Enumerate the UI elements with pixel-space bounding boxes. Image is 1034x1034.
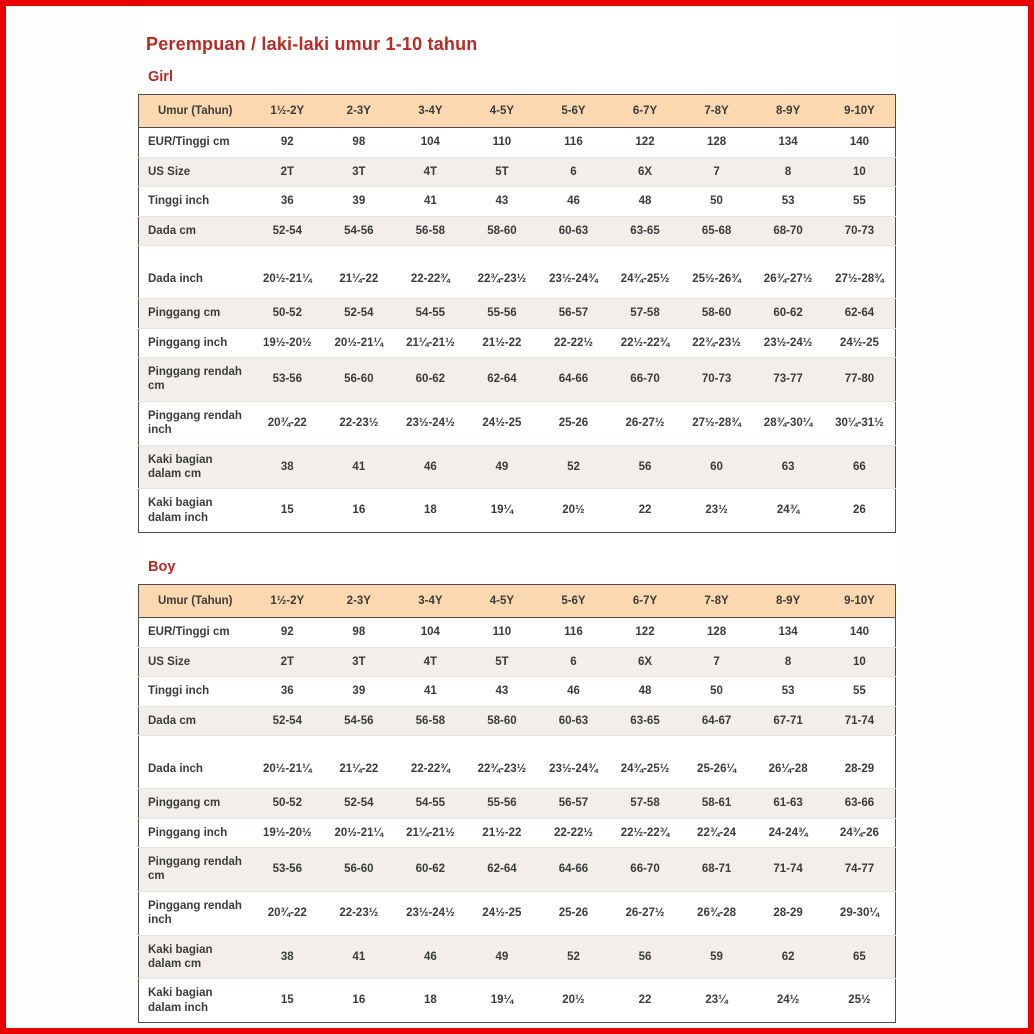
table-row — [139, 818, 896, 847]
table-cell: 22¾-23½ — [692, 336, 741, 349]
table-cell: 110 — [492, 626, 512, 639]
table-cell: 23¼ — [705, 994, 728, 1007]
age-value-header: 1½-2Y — [252, 95, 324, 128]
table-row — [139, 891, 896, 935]
table-cell: 19½-20½ — [262, 826, 312, 839]
table-cell: 2T — [280, 165, 294, 178]
table-cell: 50-52 — [272, 797, 302, 810]
table-cell: 24-24¾ — [768, 826, 808, 839]
table-cell: 18 — [423, 994, 437, 1007]
row-label: Dada cm — [148, 714, 196, 727]
table-cell: 116 — [564, 136, 583, 149]
table-cell: 53 — [781, 685, 795, 698]
table-cell: 49 — [495, 460, 509, 473]
row-label: Pinggang cm — [148, 797, 221, 810]
table-cell: 6X — [637, 655, 653, 668]
row-label: Pinggang rendah inch — [148, 409, 242, 437]
row-label: Kaki bagian dalam cm — [148, 943, 213, 970]
row-label: Kaki bagian dalam cm — [148, 453, 213, 480]
age-value-header: 6-7Y — [609, 585, 681, 618]
table-cell: 98 — [352, 626, 366, 639]
table-cell: 55 — [853, 685, 866, 698]
table-cell: 5T — [495, 165, 509, 178]
table-cell: 2T — [280, 655, 294, 668]
table-cell: 24½-25 — [482, 416, 522, 429]
table-cell: 46 — [567, 685, 580, 698]
table-cell: 23½-24¾ — [549, 762, 598, 775]
age-value-header: 2-3Y — [323, 585, 395, 618]
table-row — [139, 647, 896, 676]
table-cell: 110 — [492, 136, 512, 149]
table-cell: 8 — [784, 655, 792, 668]
age-value-header: 8-9Y — [752, 95, 824, 128]
table-cell: 62-64 — [487, 373, 517, 386]
table-cell: 57-58 — [630, 797, 660, 810]
table-cell: 22 — [638, 994, 652, 1007]
table-cell: 21¼-22 — [339, 762, 379, 775]
table-cell: 20½ — [562, 504, 585, 517]
age-value-header: 9-10Y — [824, 95, 896, 128]
table-cell: 58-60 — [487, 714, 517, 727]
table-cell: 116 — [564, 626, 583, 639]
table-cell: 26¼-28 — [768, 762, 808, 775]
age-value-header: 9-10Y — [824, 585, 896, 618]
age-value-header: 5-6Y — [538, 95, 610, 128]
table-cell: 39 — [352, 195, 366, 208]
table-cell: 24¾-25½ — [620, 272, 670, 285]
table-cell: 73-77 — [773, 373, 803, 386]
row-label: Pinggang rendah inch — [148, 899, 242, 927]
table-cell: 24¾ — [776, 504, 800, 517]
table-cell: 50 — [710, 195, 723, 208]
table-cell: 71-74 — [844, 714, 875, 727]
table-cell: 52-54 — [344, 797, 374, 810]
row-label: US Size — [148, 655, 191, 668]
table-cell: 36 — [280, 195, 294, 208]
table-cell: 66-70 — [630, 373, 660, 386]
table-cell: 41 — [352, 460, 366, 473]
table-cell: 6 — [570, 655, 577, 668]
table-cell: 20½ — [562, 994, 585, 1007]
table-cell: 25½-26¾ — [692, 272, 741, 285]
table-cell: 29-30¼ — [839, 906, 879, 919]
table-cell: 10 — [853, 165, 866, 178]
table-cell: 23½ — [705, 504, 728, 517]
table-cell: 52 — [567, 950, 580, 963]
table-cell: 92 — [280, 136, 294, 149]
table-cell: 28-29 — [773, 906, 803, 919]
table-cell: 48 — [638, 685, 652, 698]
table-cell: 27½-28¾ — [835, 272, 884, 285]
table-cell: 26¾-28 — [697, 906, 737, 919]
table-cell: 23½-24½ — [406, 416, 455, 429]
age-value-header: 4-5Y — [466, 585, 538, 618]
table-cell: 22-22¾ — [410, 762, 450, 775]
table-cell: 63-65 — [630, 714, 660, 727]
table-row — [139, 299, 896, 328]
table-cell: 134 — [778, 136, 798, 149]
table-cell: 52 — [567, 460, 580, 473]
table-cell: 28¾-30¼ — [763, 416, 813, 429]
table-cell: 60-62 — [773, 307, 803, 320]
table-cell: 6 — [570, 165, 577, 178]
table-cell: 61-63 — [773, 797, 803, 810]
table-cell: 19¼ — [490, 994, 514, 1007]
row-label: Pinggang inch — [148, 336, 228, 349]
table-row — [139, 735, 896, 788]
row-label: EUR/Tinggi cm — [148, 626, 230, 639]
table-cell: 4T — [423, 655, 438, 668]
table-cell: 25½ — [848, 994, 871, 1007]
table-cell: 54-55 — [415, 307, 446, 320]
table-cell: 53 — [781, 195, 795, 208]
table-cell: 24½-25 — [482, 906, 522, 919]
table-cell: 104 — [420, 626, 440, 639]
page-title: Perempuan / laki-laki umur 1-10 tahun — [146, 34, 478, 54]
table-cell: 48 — [638, 195, 652, 208]
row-label: EUR/Tinggi cm — [148, 136, 230, 149]
table-cell: 21¼-21½ — [406, 336, 455, 349]
table-cell: 68-70 — [773, 224, 803, 237]
table-cell: 27½-28¾ — [692, 416, 741, 429]
table-cell: 56-57 — [558, 307, 589, 320]
table-cell: 70-73 — [701, 373, 732, 386]
table-row — [139, 216, 896, 245]
table-cell: 38 — [280, 460, 294, 473]
table-cell: 92 — [280, 626, 294, 639]
table-cell: 18 — [423, 504, 437, 517]
table-cell: 15 — [280, 994, 294, 1007]
table-cell: 53-56 — [272, 373, 302, 386]
section-girl — [138, 69, 896, 533]
table-row — [139, 358, 896, 402]
table-cell: 128 — [706, 136, 727, 149]
table-cell: 24¾-26 — [839, 826, 879, 839]
table-cell: 16 — [352, 994, 366, 1007]
table-cell: 23½-24¾ — [549, 272, 598, 285]
row-label: Kaki bagian dalam inch — [148, 497, 213, 524]
table-cell: 16 — [352, 504, 366, 517]
table-cell: 22-23½ — [339, 416, 379, 429]
table-cell: 54-56 — [344, 224, 374, 237]
table-cell: 25-26 — [558, 416, 589, 429]
section-heading-girl: Girl — [148, 69, 173, 85]
table-cell: 21½-22 — [482, 336, 522, 349]
table-cell: 36 — [280, 685, 294, 698]
table-cell: 30¼-31½ — [835, 416, 884, 429]
age-column-header: Umur (Tahun) — [139, 95, 252, 128]
table-cell: 50 — [710, 685, 723, 698]
table-row — [139, 935, 896, 979]
table-cell: 26-27½ — [625, 416, 665, 429]
table-cell: 128 — [706, 626, 727, 639]
table-cell: 54-55 — [415, 797, 446, 810]
age-value-header: 7-8Y — [681, 95, 753, 128]
table-cell: 20½-21¼ — [262, 762, 312, 775]
table-cell: 46 — [423, 460, 437, 473]
table-cell: 70-73 — [844, 224, 875, 237]
table-cell: 56-58 — [415, 224, 446, 237]
boy-size-table — [138, 584, 896, 1023]
table-cell: 67-71 — [773, 714, 803, 727]
table-cell: 20¾-22 — [267, 906, 307, 919]
table-cell: 23½-24½ — [406, 906, 455, 919]
row-label: Dada inch — [148, 272, 203, 285]
table-row — [139, 157, 896, 186]
table-cell: 22-22¾ — [410, 272, 450, 285]
table-cell: 65-68 — [701, 224, 732, 237]
table-cell: 140 — [849, 626, 870, 639]
table-cell: 24½ — [776, 994, 800, 1007]
table-row — [139, 677, 896, 706]
row-label: Pinggang rendah cm — [148, 856, 242, 883]
table-cell: 122 — [635, 626, 655, 639]
size-chart-page — [138, 6, 896, 1023]
table-cell: 5T — [495, 655, 509, 668]
table-cell: 50-52 — [272, 307, 302, 320]
age-value-header: 7-8Y — [681, 585, 753, 618]
table-cell: 140 — [849, 136, 870, 149]
table-row — [139, 445, 896, 489]
age-value-header: 2-3Y — [323, 95, 395, 128]
table-cell: 52-54 — [272, 714, 302, 727]
age-value-header: 6-7Y — [609, 95, 681, 128]
table-cell: 25-26¼ — [697, 762, 737, 775]
table-cell: 56-57 — [558, 797, 589, 810]
table-cell: 65 — [853, 950, 866, 963]
table-cell: 21¼-21½ — [406, 826, 455, 839]
table-row — [139, 618, 896, 647]
table-cell: 26-27½ — [625, 906, 665, 919]
row-label: US Size — [148, 165, 191, 178]
row-label: Dada inch — [148, 762, 203, 775]
table-cell: 22-22½ — [553, 336, 593, 349]
table-cell: 20¾-22 — [267, 416, 307, 429]
table-cell: 22-23½ — [339, 906, 379, 919]
table-cell: 56-58 — [415, 714, 446, 727]
table-cell: 134 — [778, 626, 798, 639]
table-cell: 3T — [352, 655, 366, 668]
table-row — [139, 848, 896, 892]
table-cell: 39 — [352, 685, 366, 698]
table-cell: 58-60 — [701, 307, 732, 320]
table-cell: 41 — [423, 685, 437, 698]
table-cell: 64-66 — [558, 373, 589, 386]
table-cell: 63-66 — [844, 797, 875, 810]
table-cell: 22¾-24 — [697, 826, 737, 839]
table-cell: 41 — [423, 195, 437, 208]
table-cell: 19½-20½ — [262, 336, 312, 349]
table-cell: 60 — [710, 460, 723, 473]
table-cell: 66-70 — [630, 863, 660, 876]
table-row — [139, 187, 896, 216]
age-value-header: 5-6Y — [538, 585, 610, 618]
table-cell: 66 — [853, 460, 866, 473]
table-cell: 24¾-25½ — [620, 762, 670, 775]
row-label: Pinggang inch — [148, 826, 228, 839]
table-cell: 21½-22 — [482, 826, 522, 839]
table-cell: 20½-21¼ — [334, 336, 384, 349]
section-heading-boy: Boy — [148, 559, 176, 575]
header-row — [139, 95, 896, 128]
table-cell: 4T — [423, 165, 438, 178]
header-row — [139, 585, 896, 618]
table-cell: 15 — [280, 504, 294, 517]
table-cell: 104 — [420, 136, 440, 149]
table-row — [139, 245, 896, 298]
table-cell: 52-54 — [272, 224, 302, 237]
table-cell: 60-63 — [558, 714, 589, 727]
table-cell: 43 — [495, 195, 509, 208]
age-value-header: 3-4Y — [395, 585, 467, 618]
table-cell: 54-56 — [344, 714, 374, 727]
table-cell: 41 — [352, 950, 366, 963]
section-boy — [138, 559, 896, 1023]
table-cell: 56-60 — [344, 373, 374, 386]
table-cell: 22¾-23½ — [477, 762, 527, 775]
table-cell: 59 — [710, 950, 723, 963]
table-cell: 23½-24½ — [763, 336, 813, 349]
table-cell: 63-65 — [630, 224, 660, 237]
table-cell: 22¾-23½ — [477, 272, 527, 285]
table-cell: 20½-21¼ — [262, 272, 312, 285]
row-label: Tinggi inch — [148, 195, 210, 208]
table-cell: 71-74 — [773, 863, 803, 876]
table-cell: 21¼-22 — [339, 272, 379, 285]
table-cell: 20½-21¼ — [334, 826, 384, 839]
table-cell: 53-56 — [272, 863, 302, 876]
table-cell: 56 — [638, 950, 652, 963]
row-label: Pinggang rendah cm — [148, 366, 242, 393]
table-cell: 28-29 — [844, 762, 875, 775]
table-cell: 19¼ — [490, 504, 514, 517]
table-cell: 60-62 — [415, 373, 446, 386]
table-cell: 22-22½ — [553, 826, 593, 839]
table-cell: 62-64 — [844, 307, 875, 320]
table-cell: 6X — [637, 165, 653, 178]
table-cell: 62 — [781, 950, 795, 963]
table-cell: 62-64 — [487, 863, 517, 876]
table-cell: 60-62 — [415, 863, 446, 876]
table-row — [139, 328, 896, 357]
table-cell: 43 — [495, 685, 509, 698]
table-cell: 58-61 — [701, 797, 732, 810]
table-cell: 60-63 — [558, 224, 589, 237]
table-row — [139, 489, 896, 533]
table-cell: 58-60 — [487, 224, 517, 237]
table-cell: 77-80 — [844, 373, 875, 386]
table-cell: 7 — [713, 165, 720, 178]
table-cell: 55-56 — [487, 307, 517, 320]
table-cell: 24½-25 — [839, 336, 879, 349]
table-cell: 25-26 — [558, 906, 589, 919]
table-cell: 22½-22¾ — [620, 826, 670, 839]
table-cell: 55-56 — [487, 797, 517, 810]
table-cell: 10 — [853, 655, 866, 668]
table-cell: 38 — [280, 950, 294, 963]
age-value-header: 1½-2Y — [252, 585, 324, 618]
table-cell: 22½-22¾ — [620, 336, 670, 349]
table-cell: 98 — [352, 136, 366, 149]
row-label: Kaki bagian dalam inch — [148, 987, 213, 1014]
table-cell: 57-58 — [630, 307, 660, 320]
table-cell: 3T — [352, 165, 366, 178]
table-cell: 49 — [495, 950, 509, 963]
table-cell: 55 — [853, 195, 866, 208]
table-cell: 64-66 — [558, 863, 589, 876]
girl-size-table — [138, 94, 896, 533]
age-value-header: 4-5Y — [466, 95, 538, 128]
table-cell: 8 — [784, 165, 792, 178]
row-label: Dada cm — [148, 224, 196, 237]
table-cell: 74-77 — [844, 863, 875, 876]
table-cell: 46 — [423, 950, 437, 963]
row-label: Tinggi inch — [148, 685, 210, 698]
table-row — [139, 401, 896, 445]
table-cell: 56-60 — [344, 863, 374, 876]
table-cell: 56 — [638, 460, 652, 473]
table-cell: 7 — [713, 655, 720, 668]
table-row — [139, 706, 896, 735]
table-cell: 64-67 — [701, 714, 732, 727]
row-label: Pinggang cm — [148, 307, 221, 320]
table-cell: 22 — [638, 504, 652, 517]
table-row — [139, 789, 896, 818]
age-column-header: Umur (Tahun) — [139, 585, 252, 618]
age-value-header: 8-9Y — [752, 585, 824, 618]
age-value-header: 3-4Y — [395, 95, 467, 128]
table-cell: 26 — [853, 504, 866, 517]
table-cell: 52-54 — [344, 307, 374, 320]
table-cell: 63 — [781, 460, 795, 473]
table-cell: 46 — [567, 195, 580, 208]
table-row — [139, 979, 896, 1023]
table-cell: 68-71 — [701, 863, 732, 876]
table-cell: 26¾-27½ — [763, 272, 813, 285]
table-cell: 122 — [635, 136, 655, 149]
table-row — [139, 128, 896, 157]
